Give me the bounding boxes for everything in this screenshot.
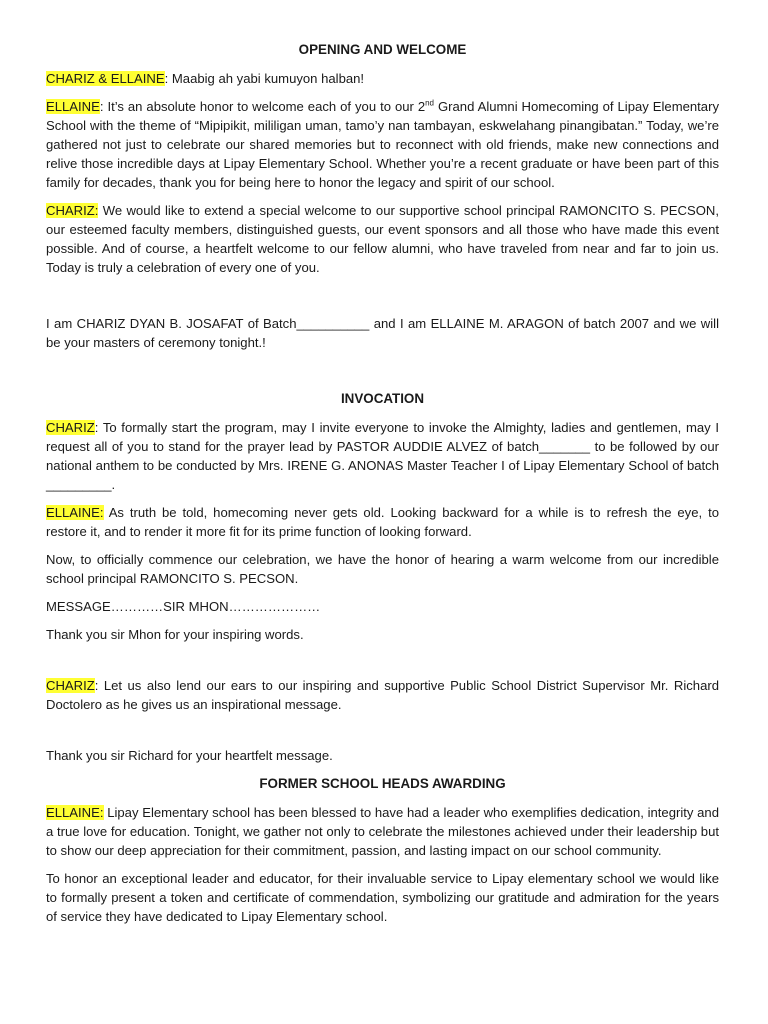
spacer	[46, 723, 719, 746]
thanks-line-richard: Thank you sir Richard for your heartfelt message.	[46, 748, 333, 763]
document-body	[46, 40, 719, 935]
invocation-paragraph	[46, 418, 719, 494]
paragraph-text: As truth be told, homecoming never gets old. Looking backward for a while is to refresh the eye, to restore it, and to render it more fit for its prime function of looking forward.	[46, 505, 719, 539]
spacer	[46, 653, 719, 676]
section-heading-awarding: FORMER SCHOOL HEADS AWARDING	[259, 776, 506, 791]
spacer	[46, 361, 719, 389]
speaker-highlight: CHARIZ & ELLAINE	[46, 71, 165, 86]
speaker-highlight: CHARIZ:	[46, 203, 99, 218]
honor-paragraph: To honor an exceptional leader and educator, for their invaluable service to Lipay elementary school we would like to formally present a token and certificate of commendation, symbolizing our gratitude and admiration for the years of service they have dedicated to Lipay Elementary school.	[46, 871, 719, 924]
paragraph-text: Lipay Elementary school has been blessed to have had a leader who exemplifies dedication, integrity and a true love for education. Tonight, we gather not only to celebrate the milestones achieved under their leadership but to show our deep appreciation for their commitment, passion, and lasting impact on our school community.	[46, 805, 719, 858]
speaker-highlight: CHARIZ	[46, 420, 95, 435]
message-line: MESSAGE…………SIR MHON…………………	[46, 599, 321, 614]
section-heading-invocation: INVOCATION	[340, 391, 425, 406]
speaker-highlight: ELLAINE:	[46, 505, 104, 520]
speaker-highlight: ELLAINE	[46, 99, 100, 114]
paragraph-text: : Let us also lend our ears to our inspiring and supportive Public School District Supervisor Mr. Richard Doctolero as he gives us an inspirational message.	[46, 678, 719, 712]
awarding-paragraph	[46, 803, 719, 860]
commence-paragraph: Now, to officially commence our celebration, we have the honor of hearing a warm welcome from our incredible school principal RAMONCITO S. PECSON.	[46, 552, 719, 586]
paragraph-text: Grand Alumni Homecoming of Lipay Elementary School with the theme of “Mipipikit, mililigan uman, tamo’y nan tambayan, eskwelahang pinangibatan.” Today, we’re gathered not just to celebrate our shared memories but to reconnect with old friends, make new connections and relive those incredible days at Lipay Elementary School. Whether you’re a recent graduate or have been part of this family for decades, thank you for being here to honor the legacy and spirit of our school.	[46, 99, 719, 190]
spacer	[46, 286, 719, 314]
thanks-line-mhon: Thank you sir Mhon for your inspiring words.	[46, 627, 304, 642]
welcome-paragraph	[46, 97, 719, 192]
supervisor-paragraph	[46, 676, 719, 714]
speaker-highlight: ELLAINE:	[46, 805, 104, 820]
section-heading-opening: OPENING AND WELCOME	[298, 42, 467, 57]
emcee-intro-paragraph: I am CHARIZ DYAN B. JOSAFAT of Batch__________ and I am ELLAINE M. ARAGON of batch 2007 and we will be your masters of ceremony tonight.!	[46, 316, 719, 350]
special-welcome-paragraph	[46, 201, 719, 277]
paragraph-text: : It’s an absolute honor to welcome each of you to our 2	[99, 99, 426, 114]
paragraph-text: : To formally start the program, may I invite everyone to invoke the Almighty, ladies and gentlemen, may I request all of you to stand for the prayer lead by PASTOR AUDDIE ALVEZ of batch_______ to be followed by our national anthem to be conducted by Mrs. IRENE G. ANONAS Master Teacher I of Lipay Elementary School of batch _________.	[46, 420, 719, 492]
greeting-line	[46, 69, 719, 88]
paragraph-text: We would like to extend a special welcome to our supportive school principal RAMONCITO S. PECSON, our esteemed faculty members, distinguished guests, our event sponsors and all those who have made this event possible. And of course, a heartfelt welcome to our fellow alumni, who have traveled from near and far to join us. Today is truly a celebration of every one of you.	[46, 203, 719, 275]
speaker-highlight: CHARIZ	[46, 678, 95, 693]
ordinal-superscript: nd	[425, 98, 435, 108]
paragraph-text: : Maabig ah yabi kumuyon halban!	[164, 71, 365, 86]
homecoming-paragraph	[46, 503, 719, 541]
